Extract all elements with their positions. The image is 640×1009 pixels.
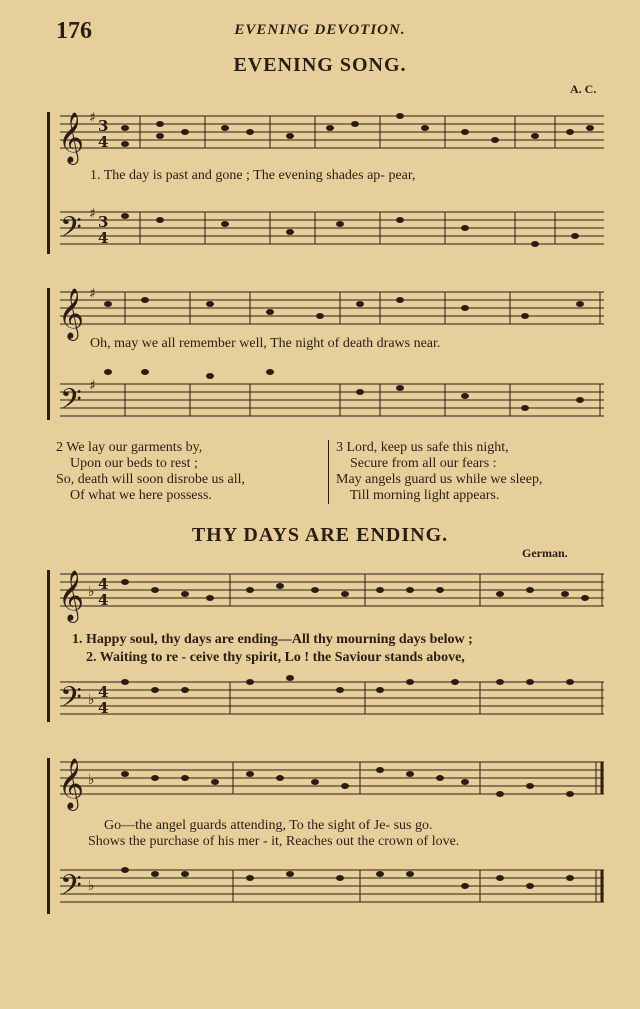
song-title-thy-days-are-ending: THY DAYS ARE ENDING.	[191, 524, 449, 546]
song2-attribution: German.	[522, 546, 568, 560]
svg-text:♯: ♯	[89, 110, 96, 126]
song1-system2	[47, 288, 604, 420]
svg-text:3: 3	[98, 117, 109, 135]
svg-text:♯: ♯	[89, 378, 96, 394]
svg-text:♯: ♯	[89, 286, 96, 302]
svg-text:𝄞: 𝄞	[58, 288, 85, 339]
svg-text:♭: ♭	[88, 878, 95, 894]
svg-text:♭: ♭	[88, 772, 95, 788]
treble-clef-icon: 𝄞	[58, 112, 85, 163]
svg-text:𝄞: 𝄞	[58, 758, 85, 809]
svg-text:4: 4	[98, 699, 109, 717]
song1-verse-3: 3 Lord, keep us safe this night, Secure from all our fears : May angels guard us while we sleep, Till morning light appears.	[336, 440, 543, 503]
page-number: 176	[56, 18, 92, 44]
song2-line2-verse2: Shows the purchase of his mer - it, Reaches out the crown of love.	[88, 834, 460, 849]
svg-text:♭: ♭	[88, 584, 95, 600]
song-title-evening-song: EVENING SONG.	[233, 54, 407, 76]
running-head: EVENING DEVOTION.	[234, 22, 406, 38]
svg-text:4: 4	[98, 229, 109, 247]
song2-line1-verse1: 1. Happy soul, thy days are ending—All thy mourning days below ;	[72, 632, 473, 647]
song1-attribution: A. C.	[570, 82, 597, 96]
svg-text:4: 4	[98, 575, 109, 593]
svg-text:♭: ♭	[88, 692, 95, 708]
song1-line1-lyric: 1. The day is past and gone ; The evening shades ap- pear,	[90, 168, 416, 183]
svg-text:3: 3	[98, 213, 109, 231]
svg-text:4: 4	[98, 591, 109, 609]
svg-text:♯: ♯	[89, 206, 96, 222]
verse-divider	[328, 440, 329, 504]
svg-text:4: 4	[98, 683, 109, 701]
song1-line2-lyric: Oh, may we all remember well, The night of death draws near.	[90, 336, 441, 351]
song2-line1-verse2: 2. Waiting to re - ceive thy spirit, Lo ! the Saviour stands above,	[86, 650, 465, 665]
song2-line2-verse1: Go—the angel guards attending, To the sight of Je- sus go.	[104, 818, 433, 833]
svg-text:𝄢: 𝄢	[60, 869, 82, 909]
song1-verse-2: 2 We lay our garments by, Upon our beds to rest ; So, death will soon disrobe us all, Of what we here possess.	[56, 440, 245, 503]
bass-clef-icon: 𝄢	[60, 211, 82, 251]
svg-text:𝄞: 𝄞	[58, 570, 85, 621]
svg-text:𝄢: 𝄢	[60, 681, 82, 721]
svg-text:𝄢: 𝄢	[60, 383, 82, 423]
svg-text:4: 4	[98, 133, 109, 151]
